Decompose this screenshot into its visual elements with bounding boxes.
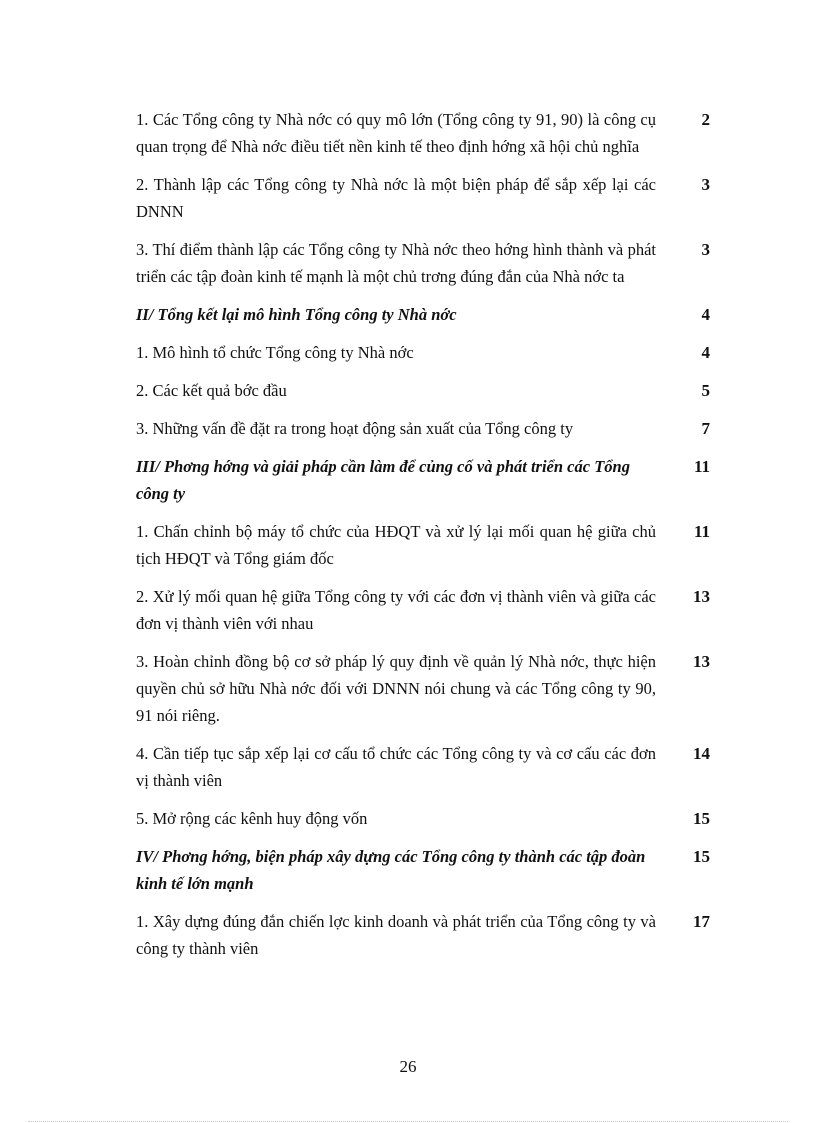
toc-entry-page: 13 (693, 587, 710, 606)
toc-section-heading (136, 301, 716, 328)
toc-entry (136, 415, 716, 442)
toc-entry (136, 518, 716, 572)
toc-entry-page: 15 (693, 809, 710, 828)
footer-divider (28, 1121, 788, 1122)
toc-entry (136, 339, 716, 366)
toc-entry-page: 4 (701, 343, 710, 362)
page-number: 26 (399, 1057, 417, 1076)
toc-entry-text: 1. Mô hình tổ chức Tổng công ty Nhà nớc (136, 343, 414, 362)
toc-entry-text: 3. Những vấn đề đặt ra trong hoạt động sản xuất của Tổng công ty (136, 419, 574, 438)
toc-entry-page: 17 (693, 912, 710, 931)
toc-entry-text: 2. Thành lập các Tổng công ty Nhà nớc là một biện pháp để sắp xếp lại các DNNN (136, 175, 656, 221)
toc-entry-page: 11 (693, 522, 710, 541)
toc-entry-text: 1. Chấn chỉnh bộ máy tổ chức của HĐQT và xử lý lại mối quan hệ giữa chủ tịch HĐQT và Tổng giám đốc (136, 522, 656, 568)
toc-entry-page: 2 (701, 110, 710, 129)
table-of-contents (136, 106, 716, 973)
toc-entry-page: 3 (701, 240, 710, 259)
toc-entry-text: 3. Hoàn chỉnh đồng bộ cơ sở pháp lý quy định về quản lý Nhà nớc, thực hiện quyền chủ sở hữu Nhà nớc đối với DNNN nói chung và các Tổng công ty 90, 91 nói riêng. (136, 652, 656, 725)
toc-entry (136, 171, 716, 225)
toc-entry-page: 3 (701, 175, 710, 194)
toc-entry-text: IV/ Phơng hớng, biện pháp xây dựng các Tổng công ty thành các tập đoàn kinh tế lớn mạnh (136, 847, 646, 893)
toc-entry (136, 106, 716, 160)
toc-entry-text: 2. Các kết quả bớc đầu (136, 381, 287, 400)
toc-entry-page: 11 (693, 457, 710, 476)
toc-entry-page: 14 (693, 744, 710, 763)
toc-entry (136, 805, 716, 832)
toc-entry-page: 15 (693, 847, 710, 866)
toc-entry-text: 4. Cần tiếp tục sắp xếp lại cơ cấu tổ chức các Tổng công ty và cơ cấu các đơn vị thành viên (136, 744, 656, 790)
toc-entry (136, 583, 716, 637)
toc-entry (136, 740, 716, 794)
toc-entry-text: 2. Xử lý mối quan hệ giữa Tổng công ty với các đơn vị thành viên và giữa các đơn vị thành viên với nhau (136, 587, 656, 633)
toc-entry-text: 1. Xây dựng đúng đắn chiến lợc kinh doanh và phát triển của Tổng công ty và công ty thành viên (136, 912, 656, 958)
toc-section-heading (136, 453, 716, 507)
toc-entry (136, 908, 716, 962)
toc-entry-text: 1. Các Tổng công ty Nhà nớc có quy mô lớn (Tổng công ty 91, 90) là công cụ quan trọng để Nhà nớc điều tiết nền kinh tế theo định hớng xã hội chủ nghĩa (136, 110, 656, 156)
toc-entry (136, 377, 716, 404)
toc-entry (136, 648, 716, 729)
toc-entry-text: 5. Mở rộng các kênh huy động vốn (136, 809, 368, 828)
toc-entry-text: 3. Thí điểm thành lập các Tổng công ty Nhà nớc theo hớng hình thành và phát triển các tập đoàn kinh tế mạnh là một chủ trơng đúng đắn của Nhà nớc ta (136, 240, 656, 286)
toc-entry-page: 13 (693, 652, 710, 671)
toc-section-heading (136, 843, 716, 897)
toc-entry-page: 5 (701, 381, 710, 400)
toc-entry-page: 4 (701, 305, 710, 324)
toc-entry-text: III/ Phơng hớng và giải pháp cần làm để củng cố và phát triển các Tổng công ty (136, 457, 630, 503)
toc-entry-text: II/ Tổng kết lại mô hình Tổng công ty Nhà nớc (136, 305, 457, 324)
toc-entry-page: 7 (701, 419, 710, 438)
toc-entry (136, 236, 716, 290)
